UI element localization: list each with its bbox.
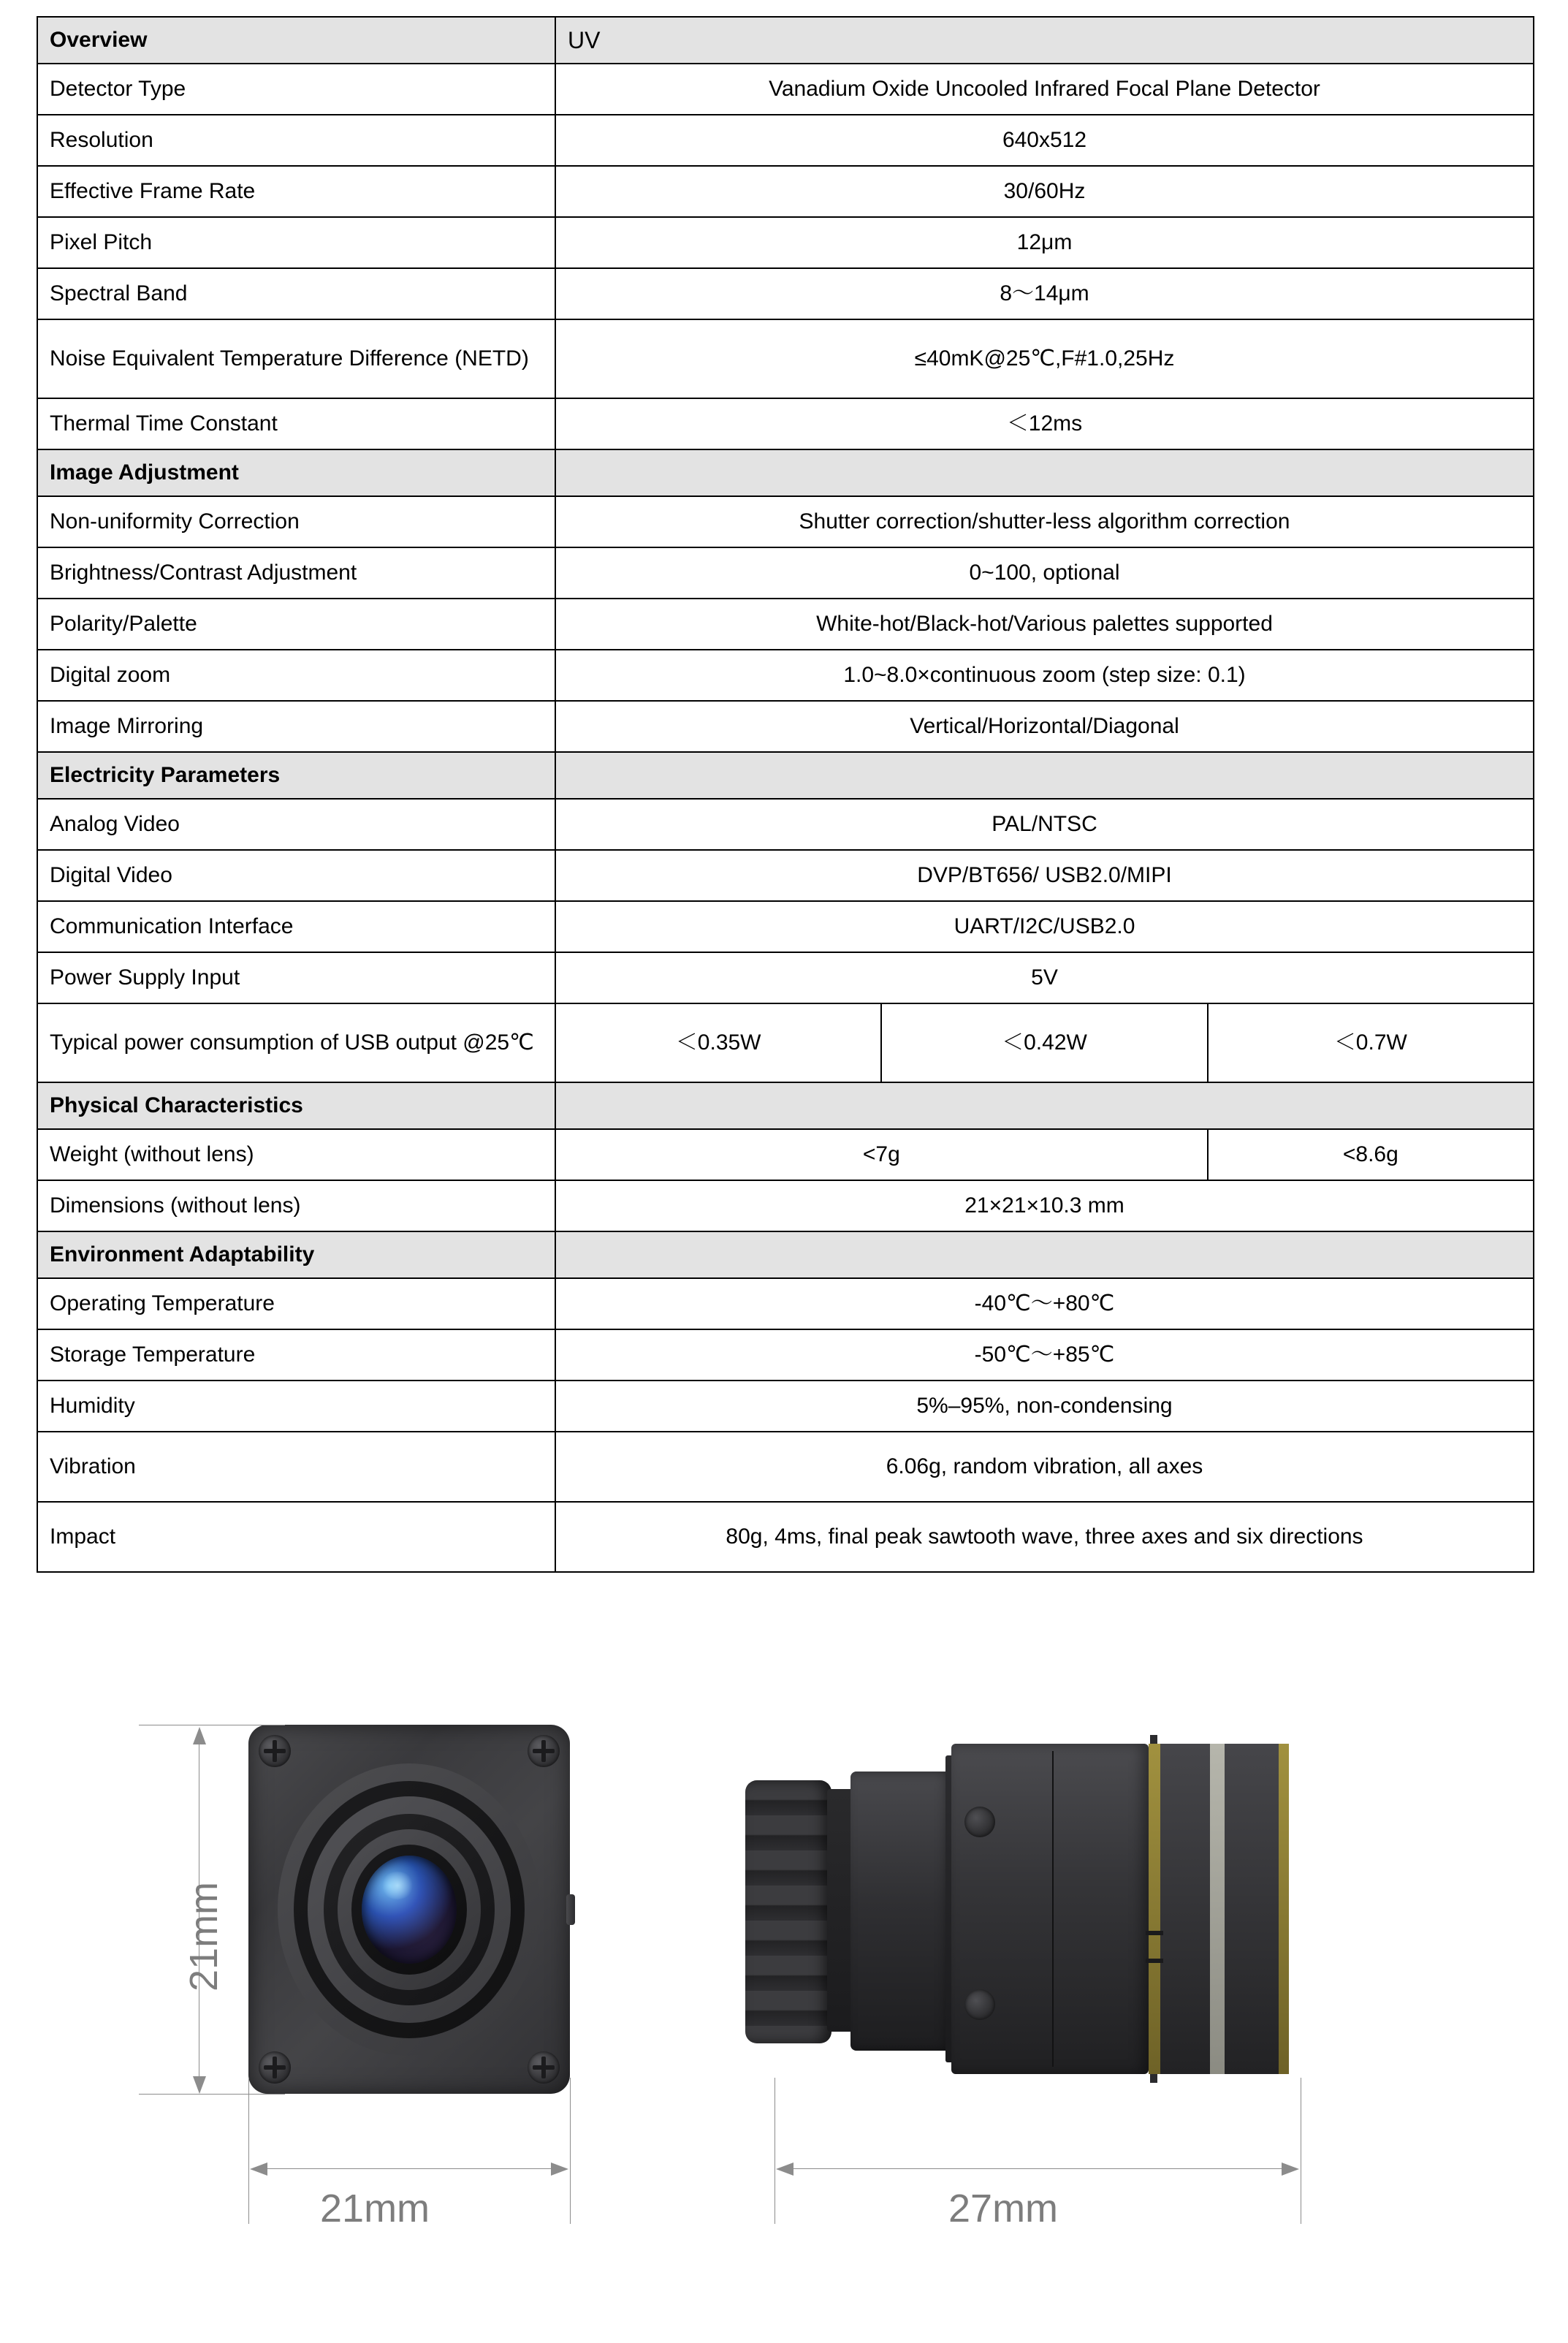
table-row	[37, 1003, 1534, 1082]
row-label-storage-temperature: Storage Temperature	[37, 1329, 555, 1381]
row-label-humidity: Humidity	[37, 1381, 555, 1432]
arrow-head-right-icon	[1282, 2162, 1299, 2176]
row-label-typical-power-consumption: Typical power consumption of USB output @25℃	[37, 1003, 555, 1082]
row-label-polarity-palette: Polarity/Palette	[37, 599, 555, 650]
mount-hole-icon	[964, 1989, 995, 2020]
lens-tube	[850, 1772, 953, 2051]
section-header-filler-electricity	[555, 752, 1534, 799]
section-title-electricity-parameters: Electricity Parameters	[37, 752, 555, 799]
specification-table-container	[37, 16, 1534, 1573]
table-row	[37, 1329, 1534, 1381]
lens-glare	[381, 1872, 414, 1899]
product-figures	[0, 1648, 1568, 2342]
table-row	[37, 850, 1534, 901]
row-value-power-consumption-1: ＜0.35W	[555, 1003, 881, 1082]
row-value-spectral-band: 8～14μm	[555, 268, 1534, 319]
table-row	[37, 1502, 1534, 1572]
pcb-notch	[1146, 1959, 1163, 1963]
row-label-weight: Weight (without lens)	[37, 1129, 555, 1180]
pcb-block	[1160, 1744, 1210, 2074]
section-header-filler-environment	[555, 1231, 1534, 1278]
side-connector-nub	[566, 1894, 575, 1925]
row-value-power-consumption-3: ＜0.7W	[1208, 1003, 1534, 1082]
section-title-image-adjustment: Image Adjustment	[37, 449, 555, 496]
table-row	[37, 650, 1534, 701]
table-row	[37, 115, 1534, 166]
table-row	[37, 1129, 1534, 1180]
row-label-non-uniformity-correction: Non-uniformity Correction	[37, 496, 555, 547]
camera-front-image	[248, 1725, 570, 2094]
row-value-vibration: 6.06g, random vibration, all axes	[555, 1432, 1534, 1502]
row-label-effective-frame-rate: Effective Frame Rate	[37, 166, 555, 217]
row-value-operating-temperature: -40℃～+80℃	[555, 1278, 1534, 1329]
dimension-arrow-horizontal	[779, 2168, 1296, 2169]
row-value-communication-interface: UART/I2C/USB2.0	[555, 901, 1534, 952]
arrow-head-left-icon	[776, 2162, 793, 2176]
row-label-resolution: Resolution	[37, 115, 555, 166]
row-label-vibration: Vibration	[37, 1432, 555, 1502]
row-label-impact: Impact	[37, 1502, 555, 1572]
lens-collar	[827, 1789, 853, 2032]
row-label-analog-video: Analog Video	[37, 799, 555, 850]
arrow-head-up-icon	[193, 1727, 206, 1744]
pcb-edge-gold	[1279, 1744, 1289, 2074]
row-label-pixel-pitch: Pixel Pitch	[37, 217, 555, 268]
focus-ring	[745, 1780, 831, 2043]
row-value-polarity-palette: White-hot/Black-hot/Various palettes supported	[555, 599, 1534, 650]
row-label-detector-type: Detector Type	[37, 64, 555, 115]
row-value-netd: ≤40mK@25℃,F#1.0,25Hz	[555, 319, 1534, 398]
row-label-thermal-time-constant: Thermal Time Constant	[37, 398, 555, 449]
row-value-impact: 80g, 4ms, final peak sawtooth wave, three axes and six directions	[555, 1502, 1534, 1572]
row-value-detector-type: Vanadium Oxide Uncooled Infrared Focal Plane Detector	[555, 64, 1534, 115]
arrow-head-right-icon	[551, 2162, 568, 2176]
front-height-label: 21mm	[182, 1881, 226, 1991]
table-row	[37, 799, 1534, 850]
front-view-figure	[110, 1648, 636, 2342]
dimension-extension-line-left	[248, 2078, 249, 2224]
screw-icon	[528, 2051, 560, 2084]
row-value-weight-1: <7g	[555, 1129, 1208, 1180]
table-row	[37, 268, 1534, 319]
table-section-header-electricity-parameters	[37, 752, 1534, 799]
row-value-digital-video: DVP/BT656/ USB2.0/MIPI	[555, 850, 1534, 901]
row-value-digital-zoom: 1.0~8.0×continuous zoom (step size: 0.1)	[555, 650, 1534, 701]
section-title-physical-characteristics: Physical Characteristics	[37, 1082, 555, 1129]
row-label-digital-video: Digital Video	[37, 850, 555, 901]
row-value-dimensions: 21×21×10.3 mm	[555, 1180, 1534, 1231]
dimension-extension-line-right	[570, 2078, 571, 2224]
row-value-power-supply-input: 5V	[555, 952, 1534, 1003]
table-row	[37, 952, 1534, 1003]
row-value-power-consumption-2: ＜0.42W	[881, 1003, 1207, 1082]
table-section-header-environment-adaptability	[37, 1231, 1534, 1278]
screw-icon	[259, 2051, 291, 2084]
dimension-arrow-horizontal	[253, 2168, 566, 2169]
table-row	[37, 217, 1534, 268]
front-width-label: 21mm	[320, 2187, 430, 2230]
section-header-filler-physical	[555, 1082, 1534, 1129]
table-row	[37, 901, 1534, 952]
table-row	[37, 496, 1534, 547]
table-row	[37, 1278, 1534, 1329]
lens-glass	[362, 1856, 457, 1964]
column-header-uv: UV	[555, 17, 1534, 64]
section-title-overview: Overview	[37, 17, 555, 64]
pcb-edge-gray	[1210, 1744, 1225, 2074]
table-row	[37, 1381, 1534, 1432]
row-value-pixel-pitch: 12μm	[555, 217, 1534, 268]
table-row	[37, 166, 1534, 217]
table-section-header-overview	[37, 17, 1534, 64]
pcb-edge-gold	[1149, 1744, 1160, 2074]
pcb-notch	[1146, 1931, 1163, 1935]
row-value-thermal-time-constant: ＜12ms	[555, 398, 1534, 449]
table-section-header-image-adjustment	[37, 449, 1534, 496]
table-row	[37, 547, 1534, 599]
table-row	[37, 64, 1534, 115]
side-width-label: 27mm	[948, 2187, 1059, 2230]
row-label-power-supply-input: Power Supply Input	[37, 952, 555, 1003]
row-label-spectral-band: Spectral Band	[37, 268, 555, 319]
pcb-block	[1225, 1744, 1279, 2074]
camera-housing	[951, 1744, 1149, 2074]
row-value-analog-video: PAL/NTSC	[555, 799, 1534, 850]
row-label-netd: Noise Equivalent Temperature Difference (NETD)	[37, 319, 555, 398]
row-value-brightness-contrast: 0~100, optional	[555, 547, 1534, 599]
table-row	[37, 1180, 1534, 1231]
row-label-operating-temperature: Operating Temperature	[37, 1278, 555, 1329]
table-row	[37, 319, 1534, 398]
table-row	[37, 1432, 1534, 1502]
screw-icon	[528, 1735, 560, 1767]
row-label-communication-interface: Communication Interface	[37, 901, 555, 952]
section-header-filler-image-adjustment	[555, 449, 1534, 496]
row-value-non-uniformity-correction: Shutter correction/shutter-less algorithm correction	[555, 496, 1534, 547]
arrow-head-left-icon	[250, 2162, 267, 2176]
row-label-digital-zoom: Digital zoom	[37, 650, 555, 701]
specification-table	[37, 16, 1534, 1573]
arrow-head-down-icon	[193, 2076, 206, 2094]
row-value-image-mirroring: Vertical/Horizontal/Diagonal	[555, 701, 1534, 752]
row-label-dimensions: Dimensions (without lens)	[37, 1180, 555, 1231]
housing-seam	[1052, 1751, 1054, 2067]
row-value-storage-temperature: -50℃～+85℃	[555, 1329, 1534, 1381]
table-row	[37, 701, 1534, 752]
camera-side-image	[745, 1717, 1344, 2097]
mount-hole-icon	[964, 1807, 995, 1837]
row-value-humidity: 5%–95%, non-condensing	[555, 1381, 1534, 1432]
row-value-resolution: 640x512	[555, 115, 1534, 166]
side-view-figure	[701, 1648, 1381, 2342]
table-row	[37, 599, 1534, 650]
section-title-environment-adaptability: Environment Adaptability	[37, 1231, 555, 1278]
row-label-image-mirroring: Image Mirroring	[37, 701, 555, 752]
row-value-weight-2: <8.6g	[1208, 1129, 1534, 1180]
screw-icon	[259, 1735, 291, 1767]
row-value-effective-frame-rate: 30/60Hz	[555, 166, 1534, 217]
row-label-brightness-contrast: Brightness/Contrast Adjustment	[37, 547, 555, 599]
dimension-extension-line-bottom	[139, 2094, 285, 2095]
table-row	[37, 398, 1534, 449]
table-section-header-physical-characteristics	[37, 1082, 1534, 1129]
